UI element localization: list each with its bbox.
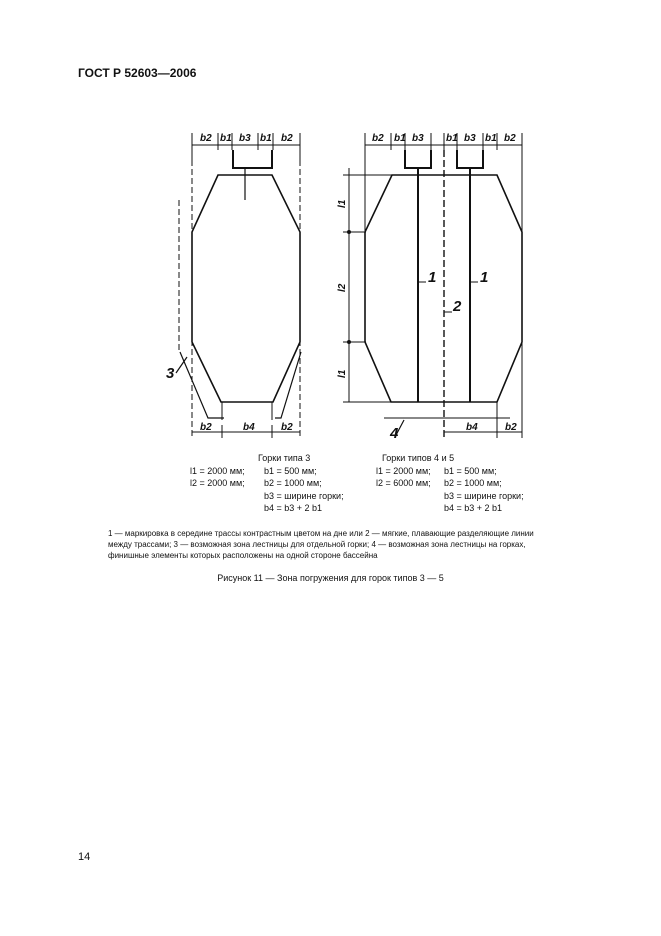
figure-diagram: [0, 0, 661, 460]
param-cell: b4 = b3 + 2 b1: [264, 503, 323, 513]
callout-label: 1: [480, 269, 489, 286]
params-type3: [190, 452, 344, 515]
params-title: Горки типов 4 и 5: [382, 453, 455, 463]
param-cell: b2 = 1000 мм;: [444, 478, 502, 488]
param-cell: l2 = 2000 мм;: [190, 478, 245, 488]
callout-label: 1: [428, 269, 437, 286]
document-header: ГОСТ Р 52603—2006: [78, 66, 197, 80]
dim-label: b1: [260, 133, 272, 144]
param-cell: b3 = ширине горки;: [444, 490, 524, 501]
params-title: Горки типа 3: [258, 453, 311, 463]
dim-label: b2: [505, 422, 517, 433]
param-cell: b2 = 1000 мм;: [264, 478, 322, 488]
dim-label: b4: [243, 422, 255, 433]
dim-label: l1: [337, 369, 348, 378]
dim-label: b1: [394, 133, 406, 144]
figure-legend: 1 — маркировка в середине трассы контрастным цветом на дне или 2 — мягкие, плавающие разделяющие линии между трассами; 3 — возможная зона лестницы для отдельной горки; 4 — возможная зона лестницы на горках, финишные элементы которых расположены на одной стороне бассейна: [108, 529, 534, 560]
dim-label: b2: [504, 133, 516, 144]
param-cell: b1 = 500 мм;: [264, 465, 317, 476]
dim-label: b2: [281, 422, 293, 433]
param-cell: b1 = 500 мм;: [444, 465, 497, 476]
dim-label: b3: [412, 133, 424, 144]
param-cell: l1 = 2000 мм;: [376, 465, 431, 476]
dim-label: b3: [464, 133, 476, 144]
param-cell: b3 = ширине горки;: [264, 490, 344, 501]
dim-label: b4: [466, 422, 478, 433]
param-cell: l2 = 6000 мм;: [376, 478, 431, 488]
param-cell: b4 = b3 + 2 b1: [444, 503, 503, 513]
dim-label: b1: [485, 133, 497, 144]
dim-label: l1: [337, 199, 348, 208]
callout-label: 4: [390, 425, 399, 442]
params-type45: [376, 452, 524, 515]
dim-label: b3: [239, 133, 251, 144]
dim-label: b2: [281, 133, 293, 144]
dim-label: b1: [446, 133, 458, 144]
callout-label: 2: [453, 298, 462, 315]
dim-label: b1: [220, 133, 232, 144]
dim-label: b2: [200, 133, 212, 144]
dim-label: b2: [372, 133, 384, 144]
dim-label: l2: [337, 283, 348, 292]
page-number: 14: [78, 851, 91, 863]
callout-label: 3: [166, 365, 175, 382]
param-cell: l1 = 2000 мм;: [190, 465, 245, 476]
figure-caption: Рисунок 11 — Зона погружения для горок типов 3 — 5: [217, 573, 444, 583]
dim-label: b2: [200, 422, 212, 433]
